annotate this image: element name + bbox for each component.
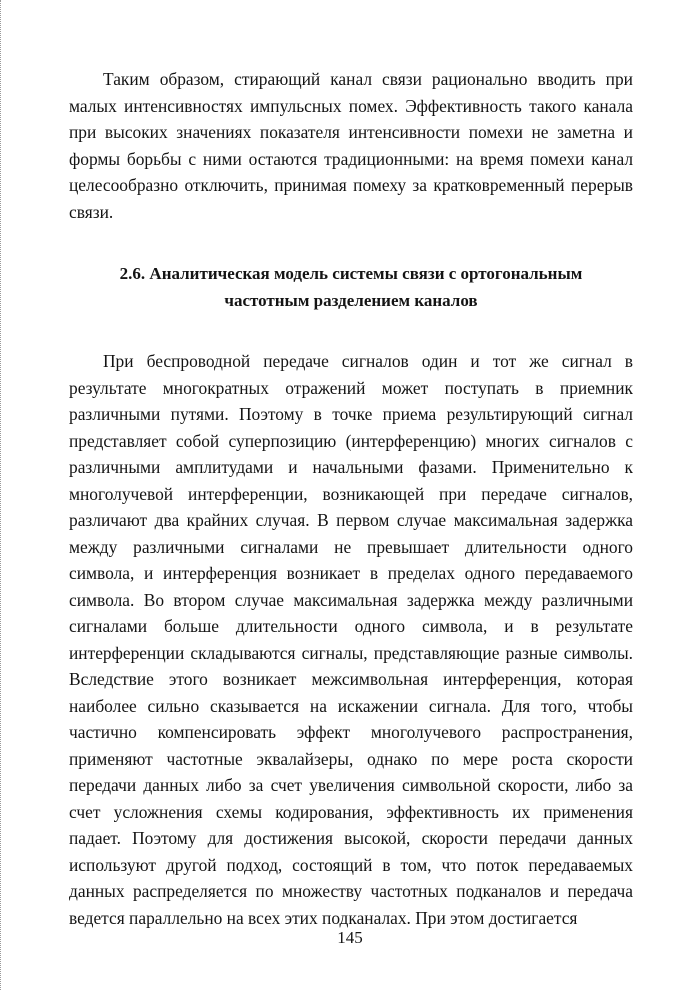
intro-paragraph: Таким образом, стирающий канал связи рационально вводить при малых интенсивностях импульсных помех. Эффективность такого канала при высоких значениях показателя интенсивности помехи не заметна и формы борьбы с ними остаются традиционными: на время помехи канал целесообразно отключить, принимая помеху за кратковременный перерыв связи. — [69, 69, 633, 222]
page-left-edge — [0, 0, 4, 990]
page-number: 145 — [337, 928, 363, 947]
section-heading-line-2: частотным разделением каналов — [224, 291, 478, 310]
section-heading-line-1: 2.6. Аналитическая модель системы связи с ортогональным — [119, 264, 583, 283]
page-body — [69, 66, 633, 931]
body-paragraph: При беспроводной передаче сигналов один и тот же сигнал в результате многократных отражений может поступать в приемник различными путями. Поэтому в точке приема результирующий сигнал представляет собой суперпозицию (интерференцию) многих сигналов с различными амплитудами и начальными фазами. Применительно к многолучевой интерференции, возникающей при передаче сигналов, различают два крайних случая. В первом случае максимальная задержка между различными сигналами не превышает длительности одного символа, и интерференция возникает в пределах одного передаваемого символа. Во втором случае максимальная задержка между различными сигналами больше длительности одного символа, и в результате интерференции складываются сигналы, представляющие разные символы. Вследствие этого возникает межсимвольная интерференция, которая наиболее сильно сказывается на искажении сигнала. Для того, чтобы частично компенсировать эффект многолучевого распространения, применяют частотные эквалайзеры, однако по мере роста скорости передачи данных либо за счет увеличения символьной скорости, либо за счет усложнения схемы кодирования, эффективность их применения падает. Поэтому для достижения высокой, скорости передачи данных используют другой подход, состоящий в том, что поток передаваемых данных распределяется по множеству частотных подканалов и передача ведется параллельно на всех этих подканалах. При этом достигается — [69, 351, 633, 928]
